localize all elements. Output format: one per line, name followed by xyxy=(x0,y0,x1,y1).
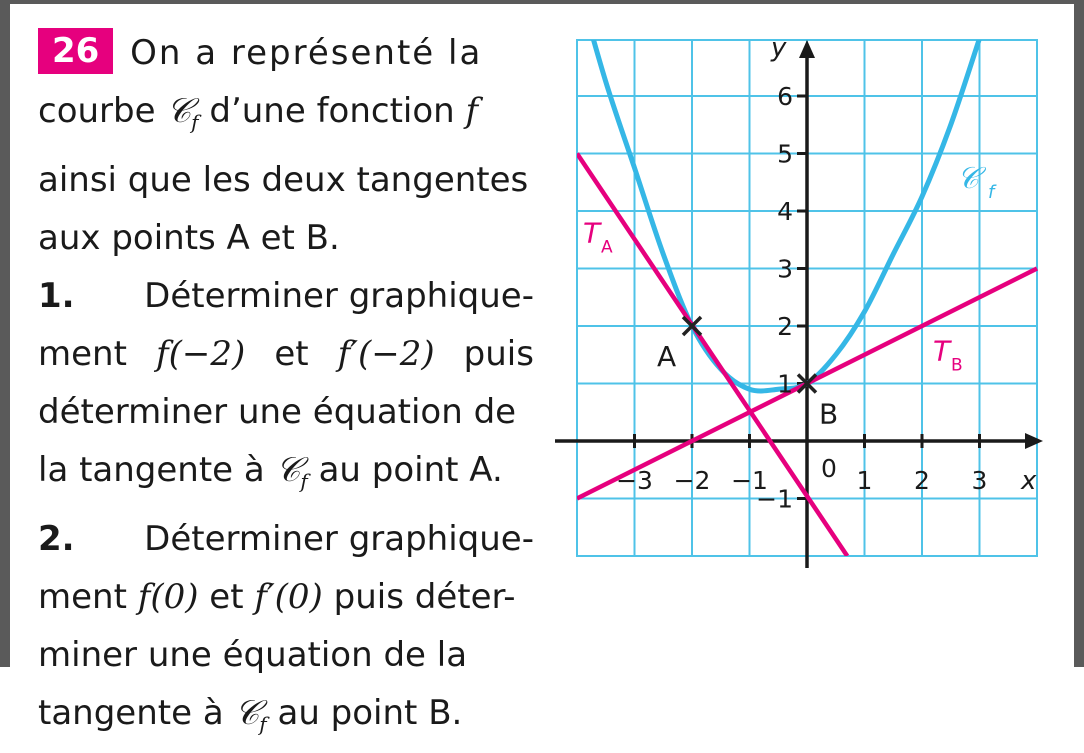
exercise-intro-line-1 xyxy=(38,24,534,82)
x-tick-label: 2 xyxy=(914,466,930,495)
curve-label: 𝒞 xyxy=(957,161,979,196)
question-2-line-1 xyxy=(38,510,534,568)
question-1-line-4 xyxy=(38,441,534,510)
intro-text-2a: courbe xyxy=(38,91,156,131)
curve-label-sub: f xyxy=(988,182,995,203)
y-tick-label: 6 xyxy=(777,82,793,111)
curve-symbol: 𝒞 xyxy=(166,91,192,131)
exercise-intro-line-3: ainsi que les deux tangentes xyxy=(38,160,529,200)
tangent-B-label: T xyxy=(933,334,951,368)
y-tick-label: 4 xyxy=(777,197,793,226)
question-2-line-3: miner une équation de la xyxy=(38,635,468,675)
question-2-text-4a: tangente à xyxy=(38,693,224,733)
y-tick-label: 2 xyxy=(777,312,793,341)
y-axis-label: y xyxy=(771,33,787,63)
curve-symbol-sub: f xyxy=(191,110,199,134)
function-name: f xyxy=(465,91,479,131)
point-A-label: A xyxy=(657,340,677,373)
y-tick-label: −1 xyxy=(756,484,793,514)
y-axis-arrow xyxy=(799,40,815,58)
x-tick-label: −3 xyxy=(616,466,653,495)
curve-symbol-sub: f xyxy=(300,469,308,493)
question-2-line-2 xyxy=(38,568,534,626)
y-tick-label: 1 xyxy=(777,369,793,399)
x-tick-label: 1 xyxy=(856,466,873,495)
question-2-number: 2. xyxy=(38,519,75,559)
x-tick-label: 3 xyxy=(971,466,988,495)
curve-symbol: 𝒞 xyxy=(275,450,301,490)
question-2-text-4b: au point B. xyxy=(277,693,463,733)
question-1-text-4b: au point A. xyxy=(318,450,503,490)
exercise-intro-line-2 xyxy=(38,82,534,151)
question-1-number: 1. xyxy=(38,276,75,316)
x-axis-arrow xyxy=(1025,433,1043,449)
question-2-expr-fprime: f′(0) xyxy=(254,577,323,617)
exercise-text xyxy=(38,24,534,753)
question-2-text-2a: ment xyxy=(38,577,127,617)
tangent-A-sub: A xyxy=(601,237,613,258)
question-2-text-2c: puis déter- xyxy=(333,577,516,617)
function-graph xyxy=(555,28,1055,568)
intro-text-2b: d’une fonction xyxy=(209,91,455,131)
y-tick-label: 5 xyxy=(777,139,793,169)
tangent-A-label: T xyxy=(583,216,601,250)
question-2-text-2b: et xyxy=(209,577,244,617)
curve-symbol: 𝒞 xyxy=(234,693,260,733)
question-1-line-3: déterminer une équation de xyxy=(38,392,517,432)
y-tick-label: 3 xyxy=(777,254,793,284)
question-1-text-4a: la tangente à xyxy=(38,450,265,490)
x-axis-label: x xyxy=(1021,466,1037,496)
question-2-line-4 xyxy=(38,684,534,753)
question-1-text-2c: puis xyxy=(463,334,534,374)
question-1-line-1 xyxy=(38,267,534,325)
intro-text-1: On a représenté la xyxy=(130,33,483,73)
question-1-expr-f: f(−2) xyxy=(156,334,246,374)
question-1-line-2 xyxy=(38,325,534,383)
point-B-label: B xyxy=(819,397,839,431)
exercise-intro-line-4: aux points A et B. xyxy=(38,218,340,258)
curve-symbol-sub: f xyxy=(259,712,267,736)
question-2-expr-f: f(0) xyxy=(137,577,199,617)
tangent-B-sub: B xyxy=(951,355,963,376)
question-1-text-2a: ment xyxy=(38,334,127,374)
origin-label: 0 xyxy=(821,454,837,483)
question-1-expr-fprime: f′(−2) xyxy=(337,334,435,374)
question-1-text-1: Déterminer graphique- xyxy=(144,276,534,316)
x-tick-label: −1 xyxy=(731,466,768,495)
question-2-text-1: Déterminer graphique- xyxy=(144,519,534,559)
question-1-text-2b: et xyxy=(274,334,309,374)
exercise-number-badge: 26 xyxy=(38,28,113,74)
x-tick-label: −2 xyxy=(673,466,711,495)
